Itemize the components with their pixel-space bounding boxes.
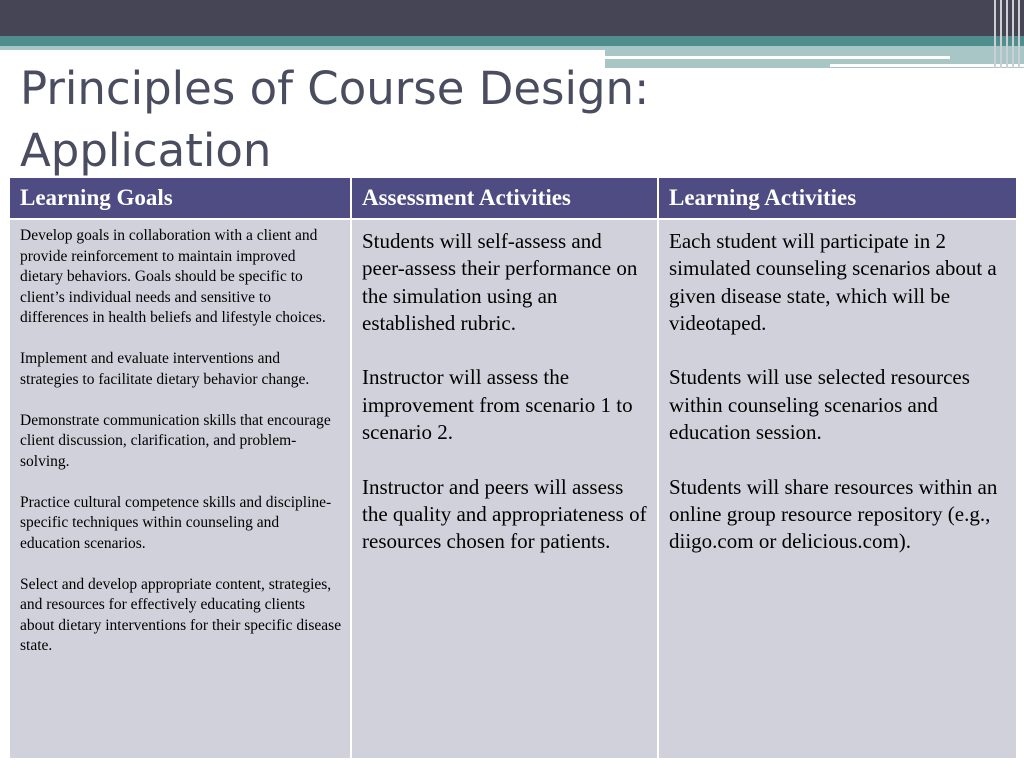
header-learning-activities: Learning Activities	[658, 177, 1017, 219]
learning-goal-item: Develop goals in collaboration with a client and provide reinforcement to maintain improved dietary behaviors. Goals should be specific to client’s individual needs and sensitive to differences in health beliefs and lifestyle choices.	[20, 227, 326, 326]
learning-activity-item: Students will share resources within an online group resource repository (e.g., diigo.com or delicious.com).	[669, 474, 998, 554]
header-assessment-activities: Assessment Activities	[351, 177, 658, 219]
learning-activities-cell	[658, 219, 1017, 759]
assessment-activities-cell	[351, 219, 658, 759]
title-line-2: Application	[20, 124, 272, 177]
assessment-activity-item: Instructor will assess the improvement from scenario 1 to scenario 2.	[362, 365, 633, 445]
title-line-1: Principles of Course Design:	[20, 62, 650, 115]
course-design-table	[8, 176, 1018, 760]
table-header-row	[9, 177, 1017, 219]
slide-title	[20, 58, 920, 182]
assessment-activity-item: Instructor and peers will assess the quality and appropriateness of resources chosen for patients.	[362, 474, 647, 554]
vertical-stripes-decoration	[990, 0, 1024, 68]
teal-stripe	[0, 36, 1024, 46]
learning-activity-item: Students will use selected resources within counseling scenarios and education session.	[669, 365, 970, 445]
assessment-activity-item: Students will self-assess and peer-assess their performance on the simulation using an established rubric.	[362, 229, 638, 335]
learning-goal-item: Practice cultural competence skills and discipline-specific techniques within counseling and education scenarios.	[20, 493, 332, 552]
learning-goal-item: Implement and evaluate interventions and strategies to facilitate dietary behavior change.	[20, 350, 310, 388]
table-row	[9, 219, 1017, 759]
learning-activity-item: Each student will participate in 2 simulated counseling scenarios about a given disease state, which will be videotaped.	[669, 229, 997, 335]
learning-goal-item: Demonstrate communication skills that encourage client discussion, clarification, and problem-solving.	[20, 411, 331, 470]
header-learning-goals: Learning Goals	[9, 177, 351, 219]
learning-goal-item: Select and develop appropriate content, strategies, and resources for effectively educating clients about dietary interventions for their specific disease state.	[20, 575, 342, 654]
light-stripe	[0, 46, 605, 50]
top-banner	[0, 0, 1024, 36]
learning-goals-cell	[9, 219, 351, 759]
